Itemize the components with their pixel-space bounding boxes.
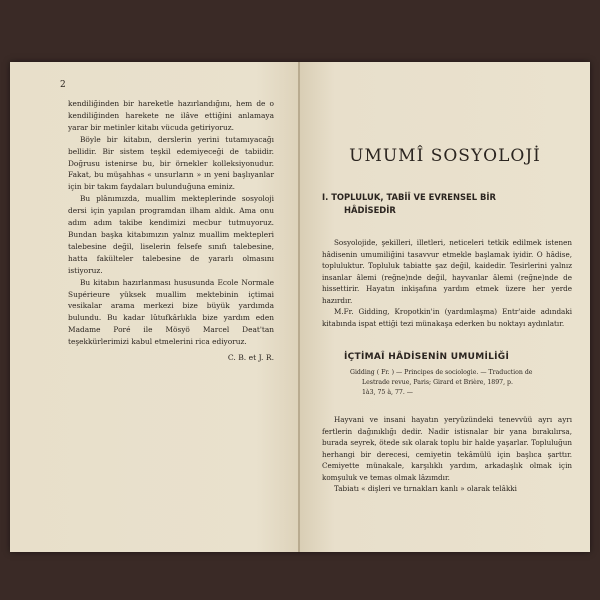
section-heading-line2: HÂDİSEDİR <box>344 205 396 215</box>
reference-line: Gidding ( Fr. ) — Principes de sociologie. — Traduction de <box>350 369 533 376</box>
section-heading <box>322 191 572 217</box>
right-paragraph: M.Fr. Gidding, Kropotkin'in (yardımlaşma) Entr'aide adındaki kitabında ispat ettiği tezi münakaşa ederken bu noktayı aydınlatır. <box>322 307 572 328</box>
subheading: İÇTİMAÎ HÂDİSENİN UMUMİLİĞİ <box>344 352 510 362</box>
right-page-text <box>322 237 572 329</box>
section-heading-line1: I. TOPLULUK, TABİÎ VE EVRENSEL BİR <box>322 192 496 202</box>
left-paragraph: Böyle bir kitabın, derslerin yerini tutamıyacağı bellidir. Bir sistem teşkil edemiyeceği de tabiidir. Doğrusu istenirse bu, bir örnekler kolleksiyonudur. Fakat, bu müşahhas « unsurların » ın yeni başlıyanlar için bir takım faydaları bulunduğuna eminiz. <box>68 134 274 192</box>
reference-line: Lestrade revue, Paris; Girard et Brière, 1897, p. <box>362 378 513 386</box>
left-page-text <box>68 98 274 364</box>
left-page <box>10 62 300 552</box>
left-paragraph: Bu kitabın hazırlanması hususunda Ecole Normale Supérieure yüksek muallim mektebinin içtimai vesikalar arama merkezi bize büyük yardımda bulundu. Bu kadar lûtufkârlıkla bize yardım eden Madame Poré ile Mösyö Marcel Deat'tan teşekkürlerimizi kabul etmelerini rica ediyoruz. <box>68 277 274 347</box>
signature: C. B. et J. R. <box>227 353 274 363</box>
open-book <box>10 62 590 552</box>
reference-line: 1à3, 75 à, 77. — <box>362 388 413 396</box>
right-page <box>300 62 590 552</box>
right-paragraph: Hayvani ve insani hayatın yeryüzündeki tenevvüü ayrı ayrı fertlerin dağınıklığı dedir. Nadir istisnalar bir yana bırakılırsa, burada seyrek, ötede sık olarak toplu bir halde yaşarlar. Topluluğun herhangi bir derecesi, cemiyetin tekâmülü için başlıca şarttır. Cemiyette münakale, karşılıklı yardım, arkadaşlık olmak için komşuluk ve temas olmak lâzımdır. <box>322 415 572 482</box>
chapter-title: UMUMÎ SOSYOLOJİ <box>349 146 541 166</box>
right-paragraph: Sosyolojide, şekilleri, illetleri, neticeleri tetkik edilmek istenen hâdisenin umumiliğini tasavvur etmekle başlamak iyidir. O hâdise, topluluktur. Topluluk tabiatte şaz değil, kaidedir. Tesirlerini yalnız insanlar âlemi (reğne)nde değil, hayvanlar âlemi (reğne)nde de hissettirir. Hayatın inkişafına yardım etmek üzere her yerde hazırdır. <box>322 238 572 305</box>
right-paragraph: Tabiatı « dişleri ve tırnakları kanlı » olarak telâkki <box>334 484 517 493</box>
reference <box>350 368 572 397</box>
page-number: 2 <box>60 80 66 90</box>
left-paragraph: kendiliğinden bir hareketle hazırlandığını, hem de o kendiliğinden harekete ne ilâve ettiğini anlamaya yarar bir metinler kitabı vücuda getiriyoruz. <box>68 99 274 132</box>
left-paragraph: Bu plânımızda, muallim mekteplerinde sosyoloji dersi için yapılan programdan ilham aldık. Ama onu adım adım takibe kendimizi mecbur tutmuyoruz. Bundan başka kitabımızın yalnız muallim mektepleri talebesine değil, liselerin felsefe sınıfı talebesine, hatta fakülteler talebesine de yararlı olmasını istiyoruz. <box>68 194 274 275</box>
right-page-text-2 <box>322 414 572 495</box>
